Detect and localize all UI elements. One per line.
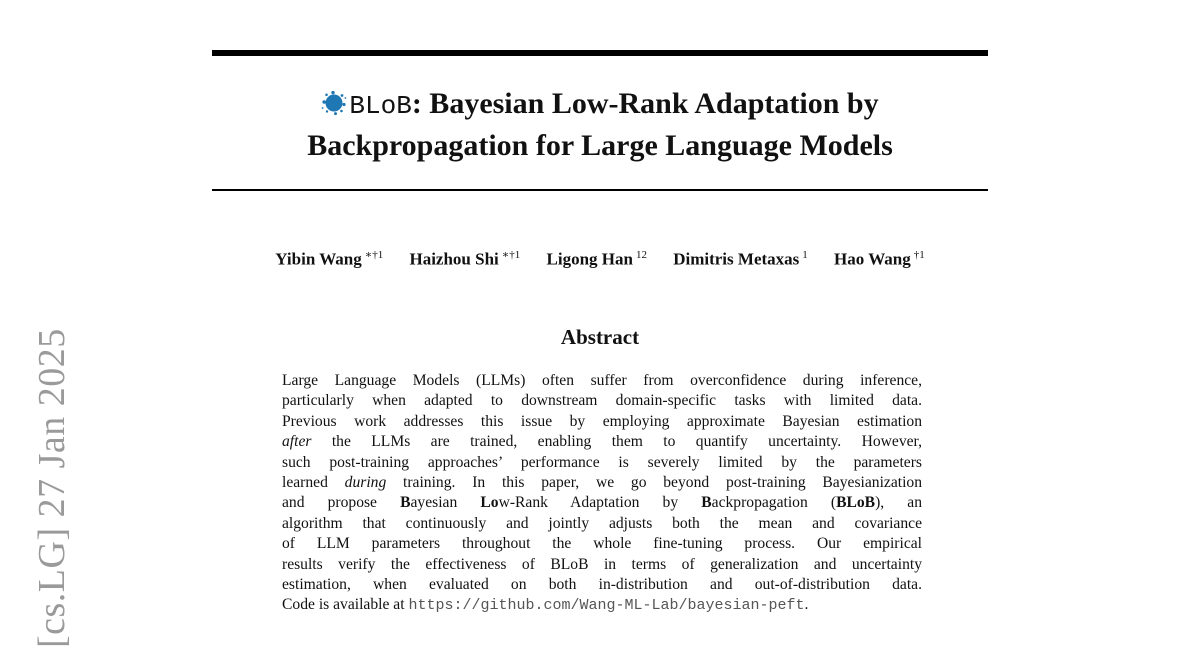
abstract-line: [282, 432, 922, 452]
abstract-line: [282, 371, 922, 391]
author: [834, 244, 925, 271]
abstract-text: w-Rank Adaptation by: [498, 494, 702, 512]
author-affiliation-marks: †1: [913, 249, 925, 261]
abstract-bold: Lo: [480, 494, 499, 512]
abstract-line: [282, 493, 922, 513]
title-bottom-rule: [212, 189, 988, 191]
abstract-text: particularly when adapted to downstream domain-specific tasks with limited data.: [282, 392, 922, 410]
author: [673, 244, 808, 271]
author-name: Hao Wang: [834, 249, 911, 269]
author-affiliation-marks: ∗†1: [364, 249, 384, 261]
arxiv-stamp-text: [cs.LG] 27 Jan 2025: [31, 328, 73, 648]
arxiv-identifier-stamp: [24, 320, 84, 650]
author: [547, 244, 647, 271]
abstract-text: Large Language Models (LLMs) often suffer from overconfidence during inference,: [282, 372, 922, 389]
abstract-body: [282, 371, 922, 617]
title-line-1-rest: : Bayesian Low-Rank Adaptation by: [411, 87, 879, 120]
abstract-text: Code is available at: [282, 596, 409, 614]
abstract-text: results verify the effectiveness of BLoB in terms of generalization and uncertainty: [282, 555, 922, 573]
blob-splash-icon: [321, 90, 347, 116]
author-name: Dimitris Metaxas: [673, 249, 800, 269]
title-line-2: Backpropagation for Large Language Models: [307, 129, 893, 162]
abstract-text: learned: [282, 474, 345, 492]
abstract-text: training. In this paper, we go beyond post-training Bayesianization: [386, 474, 922, 492]
abstract-text: ayesian: [410, 494, 481, 512]
abstract-text: algorithm that continuously and jointly adjusts both the mean and covariance: [282, 514, 922, 532]
abstract-line: [282, 555, 922, 575]
abstract-line: [282, 595, 922, 616]
abstract-text: of LLM parameters throughout the whole fine-tuning process. Our empirical: [282, 535, 922, 553]
author-affiliation-marks: 1: [802, 249, 808, 261]
author: [409, 244, 520, 271]
abstract-text: ), an: [875, 494, 922, 512]
author-name: Ligong Han: [546, 249, 633, 269]
abstract-line: [282, 453, 922, 473]
title-line-1: [212, 84, 988, 126]
title-name: BLoB: [349, 91, 412, 121]
abstract-line: [282, 514, 922, 534]
abstract-text: such post-training approaches’ performance is severely limited by the parameters: [282, 453, 922, 471]
abstract-bold: B: [701, 494, 712, 512]
abstract-emphasis: during: [344, 474, 387, 492]
code-link[interactable]: https://github.com/Wang-ML-Lab/bayesian-peft: [408, 597, 805, 615]
author-affiliation-marks: 12: [635, 249, 647, 261]
abstract-text: the LLMs are trained, enabling them to quantify uncertainty. However,: [311, 433, 922, 451]
abstract-text: Previous work addresses this issue by employing approximate Bayesian estimation: [282, 412, 922, 430]
abstract-line: [282, 473, 922, 493]
abstract-line: [282, 534, 922, 554]
abstract-line: [282, 412, 922, 432]
abstract-emphasis: after: [282, 433, 312, 451]
abstract-text: .: [804, 596, 809, 614]
abstract-line: [282, 575, 922, 595]
title-top-rule: [212, 50, 988, 56]
abstract-bold: BLoB: [836, 494, 876, 512]
abstract-text: ackpropagation (: [711, 494, 837, 512]
author: [275, 244, 383, 271]
abstract-text: and propose: [282, 494, 401, 512]
abstract-bold: B: [400, 494, 411, 512]
abstract-text: estimation, when evaluated on both in-distribution and out-of-distribution data.: [282, 576, 922, 594]
author-list: [200, 244, 1000, 271]
author-affiliation-marks: ∗†1: [501, 249, 521, 261]
author-name: Yibin Wang: [275, 249, 362, 269]
abstract-line: [282, 391, 922, 411]
abstract-heading: Abstract: [560, 325, 640, 349]
author-name: Haizhou Shi: [409, 249, 499, 269]
paper-title: [212, 84, 988, 165]
